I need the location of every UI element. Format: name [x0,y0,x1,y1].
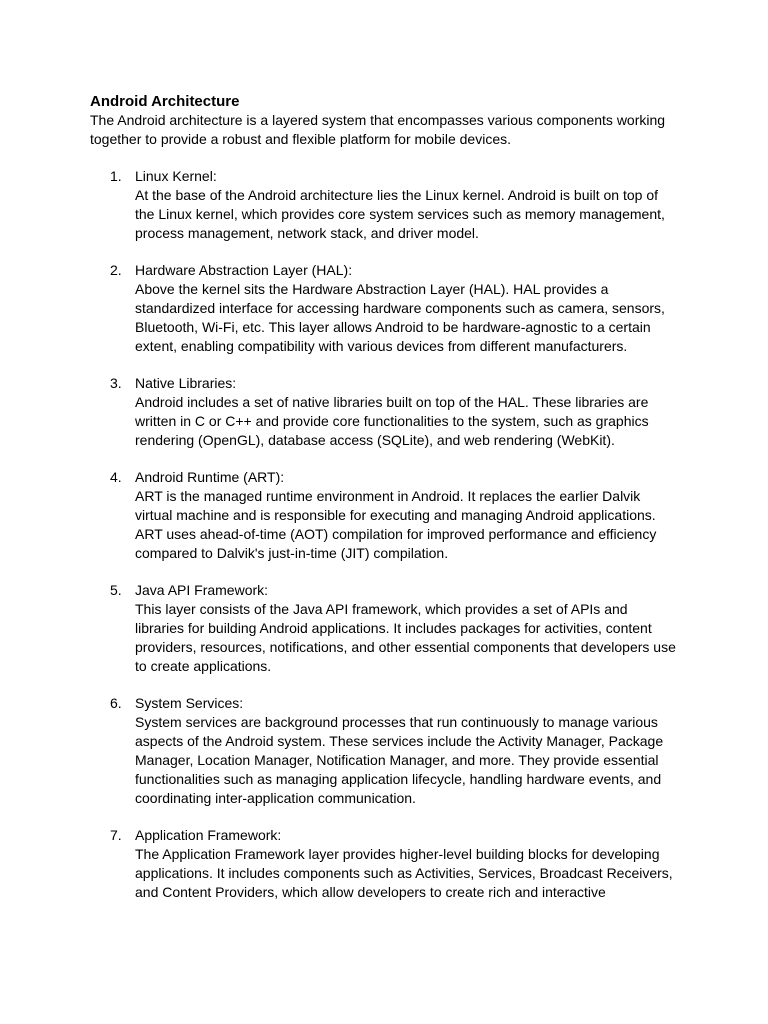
list-item-number: 7. [110,827,122,843]
list-item-number: 1. [110,168,122,184]
list-item-heading: Java API Framework: [135,582,269,598]
list-item-number: 6. [110,695,122,711]
list-item [90,468,690,563]
list-item [90,826,690,902]
list-item-heading: System Services: [135,695,244,711]
list-item-number: 4. [110,469,122,485]
list-item [90,374,690,450]
list-item [90,581,690,676]
list-item-body: System services are background processes that run continuously to manage various aspects of the Android system. These services include the Activity Manager, Package Manager, Location Manager, Notification Manager, and more. They provide essential functionalities such as managing application lifecycle, handling hardware events, and coordinating inter-application communication. [135,714,664,806]
list-item [90,167,690,243]
list-item-heading: Application Framework: [135,827,282,843]
list-item-heading: Linux Kernel: [135,168,217,184]
list-item-number: 3. [110,375,122,391]
list-item-number: 5. [110,582,122,598]
list-item-body: This layer consists of the Java API framework, which provides a set of APIs and libraries for building Android applications. It includes packages for activities, content providers, resources, notifications, and other essential components that developers use to create applications. [135,601,676,674]
list-item [90,261,690,356]
list-item-body: Android includes a set of native libraries built on top of the HAL. These libraries are written in C or C++ and provide core functionalities to the system, such as graphics rendering (OpenGL), database access (SQLite), and web rendering (WebKit). [135,394,649,448]
list-item-body: At the base of the Android architecture lies the Linux kernel. Android is built on top of the Linux kernel, which provides core system services such as memory management, process management, network stack, and driver model. [135,187,665,241]
list-item-body: Above the kernel sits the Hardware Abstraction Layer (HAL). HAL provides a standardized interface for accessing hardware components such as camera, sensors, Bluetooth, Wi-Fi, etc. This layer allows Android to be hardware-agnostic to a certain extent, enabling compatibility with various devices from different manufacturers. [135,281,665,354]
list-item-heading: Hardware Abstraction Layer (HAL): [135,262,353,278]
list-item [90,694,690,808]
list-item-number: 2. [110,262,122,278]
document-title: Android Architecture [90,93,240,110]
list-item-heading: Native Libraries: [135,375,237,391]
section-list [90,167,690,902]
document-intro: The Android architecture is a layered system that encompasses various components working together to provide a robust and flexible platform for mobile devices. [90,112,666,147]
list-item-body: The Application Framework layer provides higher-level building blocks for developing applications. It includes components such as Activities, Services, Broadcast Receivers, and Content Providers, which allow developers to create rich and interactive [135,846,673,900]
document-page [90,92,690,920]
list-item-body: ART is the managed runtime environment in Android. It replaces the earlier Dalvik virtual machine and is responsible for executing and managing Android applications. ART uses ahead-of-time (AOT) compilation for improved performance and efficiency compared to Dalvik's just-in-time (JIT) compilation. [135,488,657,561]
list-item-heading: Android Runtime (ART): [135,469,285,485]
